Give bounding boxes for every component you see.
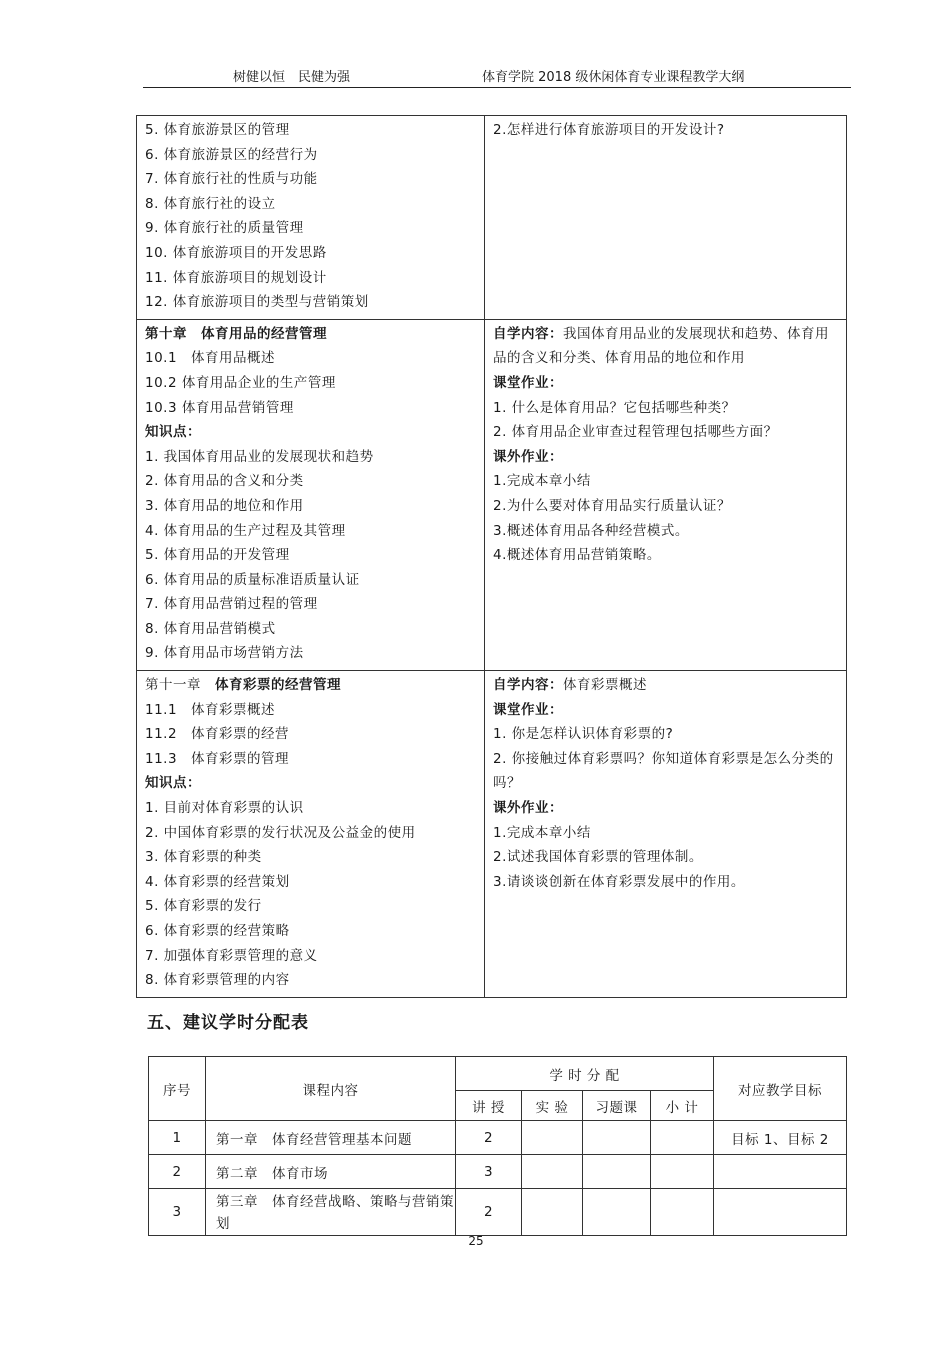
chapter10-title: 第十章 体育用品的经营管理: [145, 325, 327, 342]
knowledge-point: 4. 体育彩票的经营策划: [145, 873, 290, 890]
col-header-no: 序号: [149, 1057, 206, 1121]
topic-line: 5. 体育旅游景区的管理: [145, 122, 290, 138]
homework-item: 1.完成本章小结: [493, 824, 591, 841]
classwork-label: 课堂作业：: [493, 701, 563, 718]
row-lecture: 2: [456, 1121, 522, 1155]
section-line: 11.3 体育彩票的管理: [145, 750, 290, 767]
homework-item: 3.请谈谈创新在体育彩票发展中的作用。: [493, 873, 745, 890]
knowledge-points-label: 知识点：: [145, 775, 201, 792]
classwork-item: 1. 什么是体育用品？它包括哪些种类？: [493, 399, 736, 416]
section-line: 10.1 体育用品概述: [145, 350, 276, 367]
topic-line: 8. 体育旅行社的设立: [145, 195, 276, 212]
table-row: [149, 1121, 847, 1155]
col-header-content: 课程内容: [206, 1057, 456, 1121]
homework-item: 2.为什么要对体育用品实行质量认证？: [493, 497, 731, 514]
row-lecture: 3: [456, 1155, 522, 1189]
section-line: 10.2 体育用品企业的生产管理: [145, 374, 336, 391]
chapter10-topics-cell: [137, 319, 485, 670]
row-subtotal: [651, 1189, 714, 1236]
tourism-topics-cell: [137, 116, 485, 320]
row-goal: [714, 1189, 847, 1236]
row-content: 第三章 体育经营战略、策略与营销策划: [206, 1189, 456, 1236]
knowledge-point: 5. 体育彩票的发行: [145, 898, 262, 915]
header-rule: [143, 87, 851, 88]
homework-label: 课外作业：: [493, 800, 563, 817]
assignment-line: 2.怎样进行体育旅游项目的开发设计?: [493, 122, 725, 138]
row-no: 2: [149, 1155, 206, 1189]
classwork-label: 课堂作业：: [493, 374, 563, 391]
topic-line: 6. 体育旅游景区的经营行为: [145, 146, 318, 163]
row-experiment: [522, 1155, 583, 1189]
header-title: 体育学院 2018 级休闲体育专业课程教学大纲: [482, 70, 745, 85]
col-header-goal: 对应教学目标: [714, 1057, 847, 1121]
chapter11-topics-cell: [137, 671, 485, 998]
row-no: 3: [149, 1189, 206, 1236]
knowledge-point: 1. 我国体育用品业的发展现状和趋势: [145, 448, 374, 465]
col-header-hours: 学 时 分 配: [456, 1057, 714, 1091]
classwork-item: 1. 你是怎样认识体育彩票的?: [493, 726, 674, 743]
table-row: [149, 1189, 847, 1236]
knowledge-point: 3. 体育彩票的种类: [145, 849, 262, 866]
allocation-table: [148, 1056, 847, 1236]
topic-line: 7. 体育旅行社的性质与功能: [145, 171, 318, 188]
row-experiment: [522, 1189, 583, 1236]
tourism-assignments-cell: [485, 116, 847, 320]
outline-table: [136, 115, 847, 998]
knowledge-point: 9. 体育用品市场营销方法: [145, 645, 304, 662]
classwork-item: 2. 你接触过体育彩票吗？你知道体育彩票是怎么分类的吗？: [493, 750, 834, 792]
homework-item: 4.概述体育用品营销策略。: [493, 547, 661, 564]
header-motto: 树健以恒 民健为强: [233, 70, 351, 85]
self-study-label: 自学内容：: [493, 325, 563, 342]
row-exercise: [583, 1189, 651, 1236]
section-line: 11.1 体育彩票概述: [145, 701, 276, 718]
knowledge-point: 5. 体育用品的开发管理: [145, 547, 290, 564]
chapter11-prefix: 第十一章: [145, 677, 215, 694]
knowledge-point: 6. 体育彩票的经营策略: [145, 923, 290, 939]
self-study-line: [493, 673, 840, 698]
homework-item: 1.完成本章小结: [493, 473, 591, 490]
knowledge-point: 3. 体育用品的地位和作用: [145, 497, 304, 514]
row-goal: 目标 1、目标 2: [714, 1121, 847, 1155]
self-study-text: 体育彩票概述: [563, 677, 647, 694]
allocation-header-row: [149, 1057, 847, 1091]
self-study-text: 我国体育用品业的发展现状和趋势、体育用品的含义和分类、体育用品的地位和作用: [493, 325, 829, 367]
knowledge-point: 2. 体育用品的含义和分类: [145, 473, 304, 490]
row-lecture: 2: [456, 1189, 522, 1236]
classwork-item: 2. 体育用品企业审查过程管理包括哪些方面？: [493, 424, 778, 441]
row-exercise: [583, 1155, 651, 1189]
chapter11-title: [145, 673, 478, 698]
knowledge-point: 1. 目前对体育彩票的认识: [145, 800, 304, 817]
knowledge-point: 8. 体育彩票管理的内容: [145, 972, 290, 989]
outline-row-chapter10: [137, 319, 847, 670]
knowledge-point: 8. 体育用品营销模式: [145, 620, 276, 637]
homework-label: 课外作业：: [493, 448, 563, 465]
outline-row-tourism: [137, 116, 847, 320]
chapter10-assignments-cell: [485, 319, 847, 670]
topic-line: 9. 体育旅行社的质量管理: [145, 220, 304, 237]
homework-item: 3.概述体育用品各种经营模式。: [493, 522, 689, 539]
self-study-line: [493, 322, 840, 371]
knowledge-point: 4. 体育用品的生产过程及其管理: [145, 522, 346, 539]
topic-line: 10. 体育旅游项目的开发思路: [145, 244, 327, 261]
col-header-experiment: 实 验: [522, 1091, 583, 1121]
allocation-table-container: [148, 1056, 846, 1232]
homework-item: 2.试述我国体育彩票的管理体制。: [493, 849, 703, 866]
row-exercise: [583, 1121, 651, 1155]
row-no: 1: [149, 1121, 206, 1155]
row-experiment: [522, 1121, 583, 1155]
knowledge-point: 7. 加强体育彩票管理的意义: [145, 947, 318, 964]
chapter11-name: 体育彩票的经营管理: [215, 677, 341, 694]
col-header-exercise: 习题课: [583, 1091, 651, 1121]
page-number: 25: [468, 1234, 484, 1248]
knowledge-point: 7. 体育用品营销过程的管理: [145, 596, 318, 613]
self-study-label: 自学内容：: [493, 677, 563, 694]
outline-row-chapter11: [137, 671, 847, 998]
row-content: 第一章 体育经营管理基本问题: [206, 1121, 456, 1155]
knowledge-points-label: 知识点：: [145, 424, 201, 441]
row-subtotal: [651, 1121, 714, 1155]
section-line: 11.2 体育彩票的经营: [145, 726, 290, 743]
chapter11-assignments-cell: [485, 671, 847, 998]
section-line: 10.3 体育用品营销管理: [145, 399, 294, 416]
section-heading: 五、建议学时分配表: [147, 1013, 309, 1033]
col-header-lecture: 讲 授: [456, 1091, 522, 1121]
col-header-subtotal: 小 计: [651, 1091, 714, 1121]
topic-line: 12. 体育旅游项目的类型与营销策划: [145, 294, 369, 311]
row-content: 第二章 体育市场: [206, 1155, 456, 1189]
knowledge-point: 6. 体育用品的质量标准语质量认证: [145, 571, 360, 588]
topic-line: 11. 体育旅游项目的规划设计: [145, 269, 327, 286]
table-row: [149, 1155, 847, 1189]
knowledge-point: 2. 中国体育彩票的发行状况及公益金的使用: [145, 824, 416, 841]
row-goal: [714, 1155, 847, 1189]
row-subtotal: [651, 1155, 714, 1189]
